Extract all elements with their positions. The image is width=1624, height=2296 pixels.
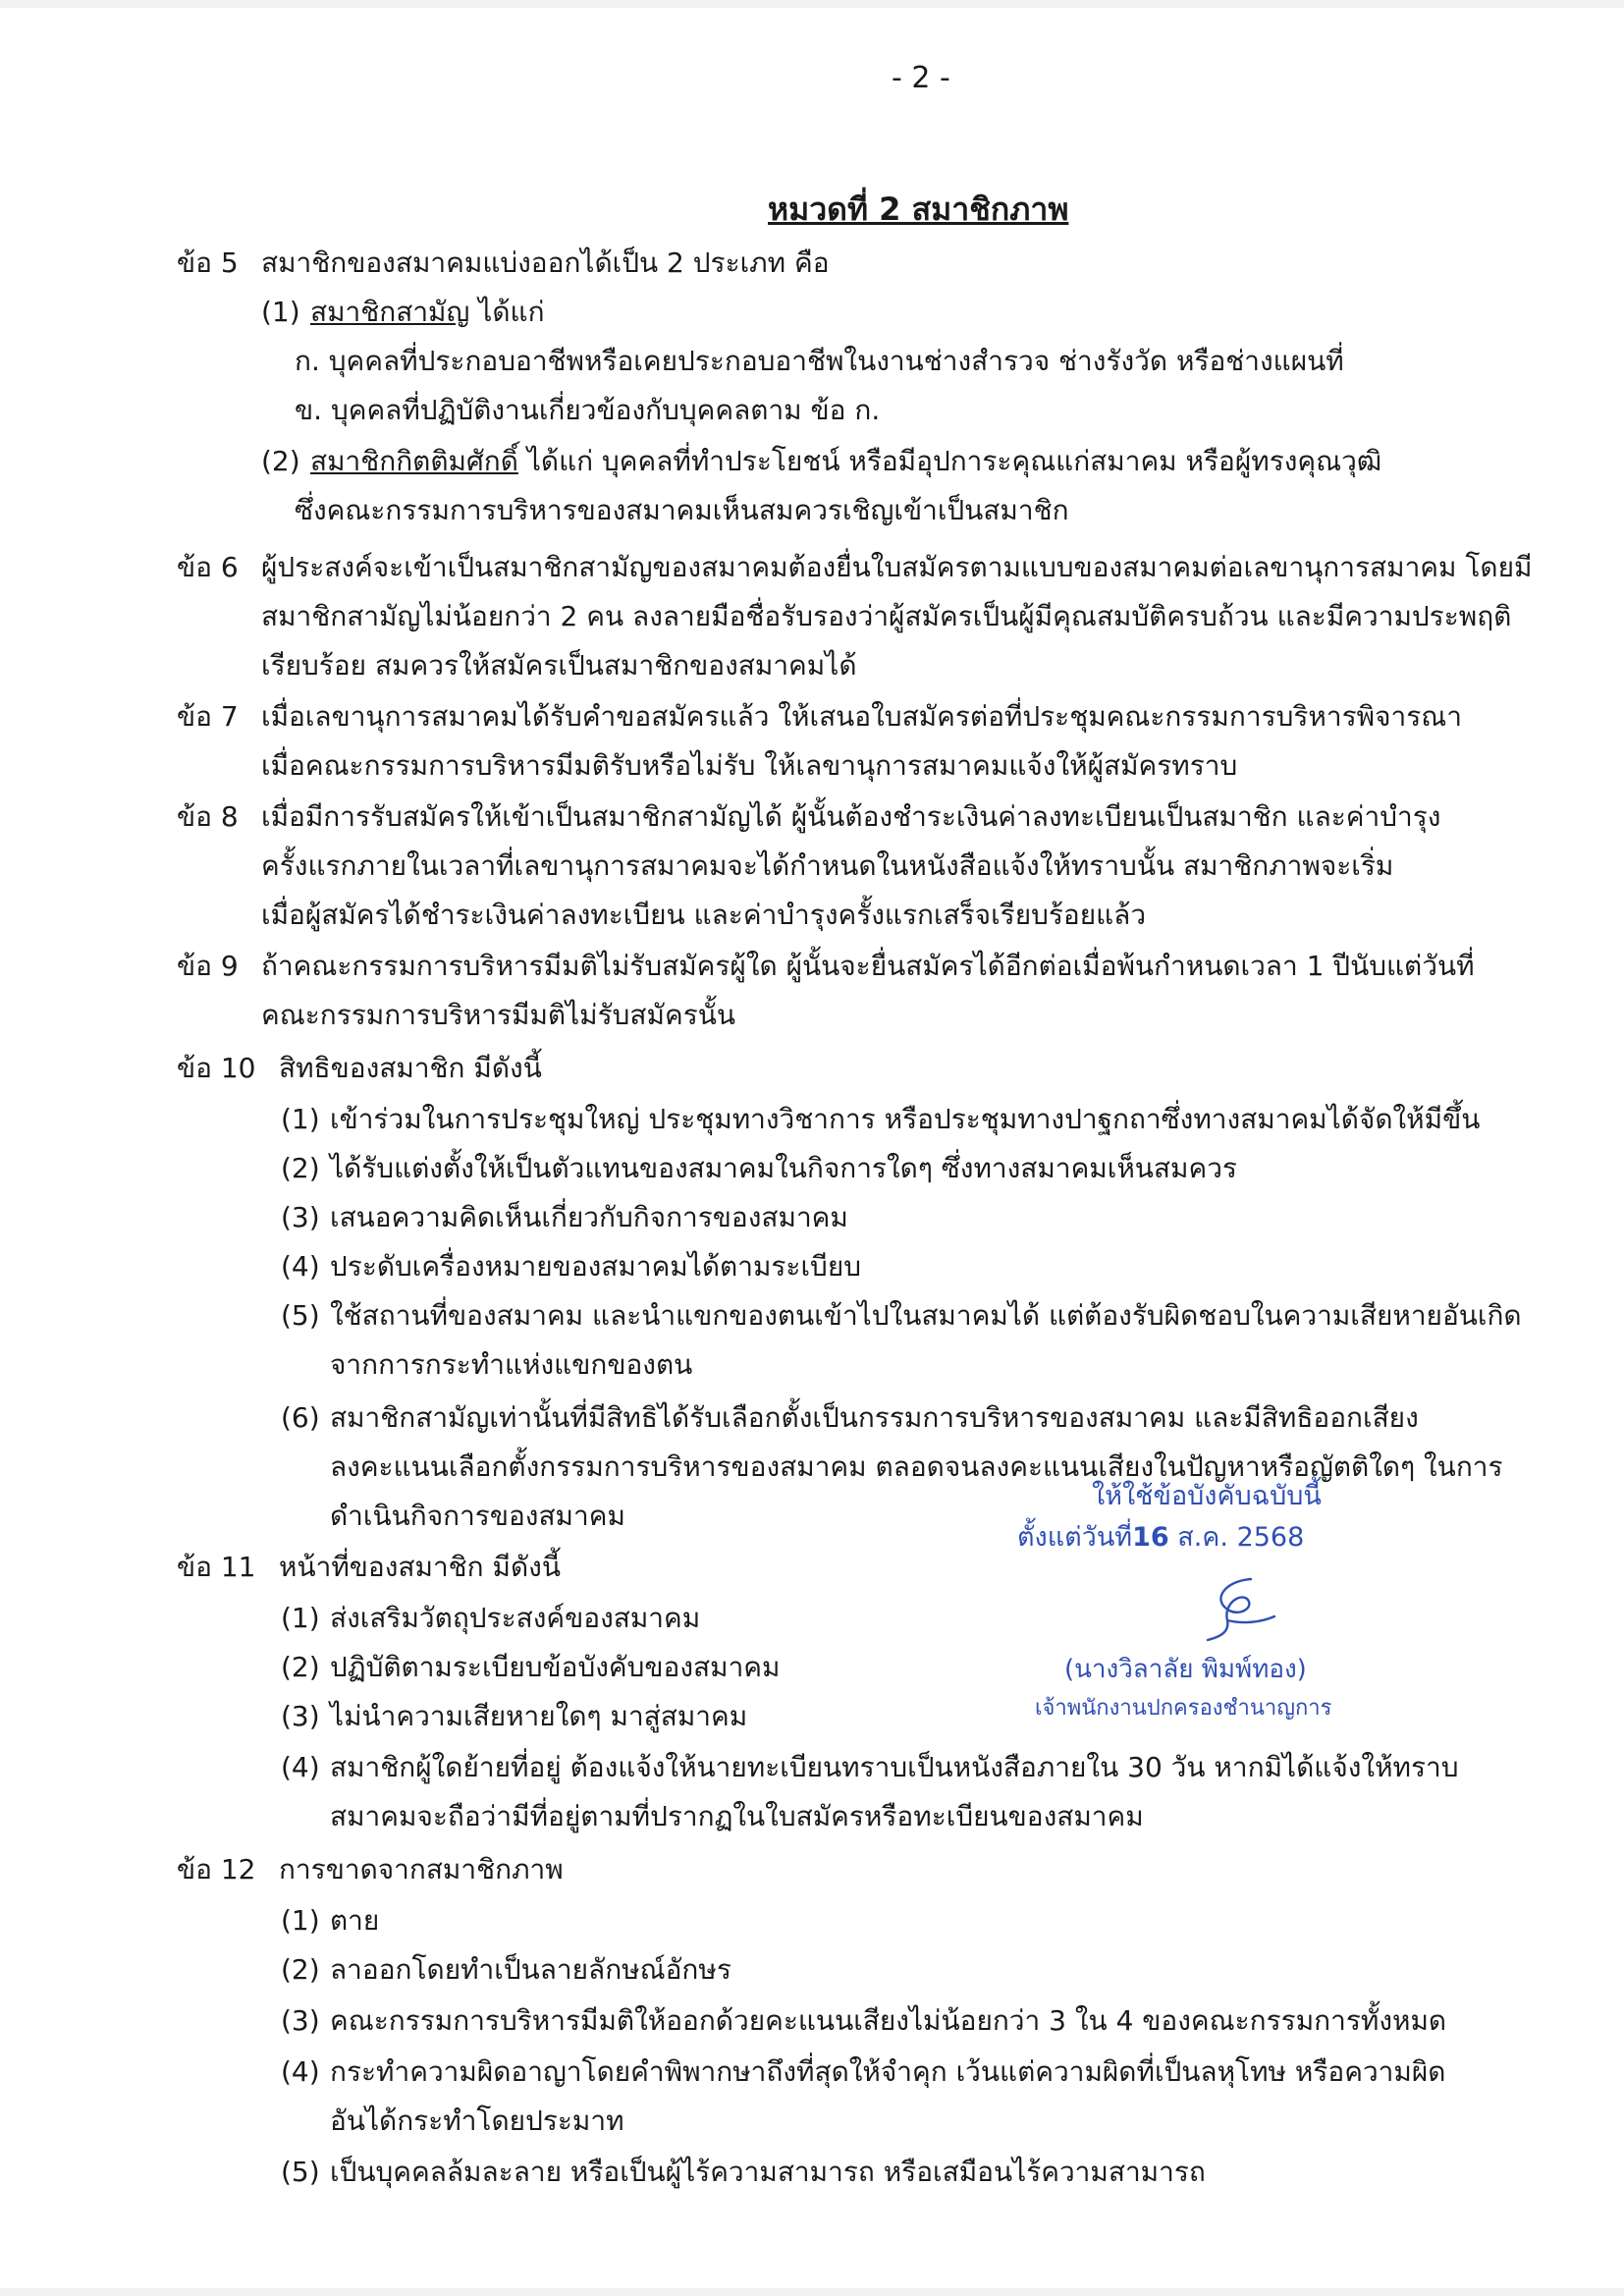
clause-11-text: หน้าที่ของสมาชิก มีดังนี้ <box>279 1551 561 1583</box>
clause-10-item-5-line-2: จากการกระทำแห่งแขกของตน <box>330 1348 693 1381</box>
clause-5-label: ข้อ 5 <box>177 246 239 279</box>
clause-5-item-1 <box>310 289 545 336</box>
clause-10-item-6-line-2: ลงคะแนนเลือกตั้งกรรมการบริหารของสมาคม ตลอดจนลงคะแนนเสียงในปัญหาหรือญัตติใดๆ ในการ <box>330 1450 1503 1483</box>
clause-11-item-4-line-1: สมาชิกผู้ใดย้ายที่อยู่ ต้องแจ้งให้นายทะเบียนทราบเป็นหนังสือภายใน 30 วัน หากมิได้แจ้งให้ทราบ <box>330 1751 1459 1783</box>
clause-10-item-1-number: (1) <box>281 1103 320 1135</box>
clause-12-label: ข้อ 12 <box>177 1853 256 1886</box>
clause-5-item-2-cont: ซึ่งคณะกรรมการบริหารของสมาคมเห็นสมควรเชิญเข้าเป็นสมาชิก <box>295 494 1069 526</box>
clause-11-item-3-number: (3) <box>281 1700 320 1732</box>
clause-12-text: การขาดจากสมาชิกภาพ <box>279 1853 564 1886</box>
clause-11-item-1-number: (1) <box>281 1602 320 1634</box>
clause-5-item-2-number: (2) <box>261 445 300 477</box>
signature-icon <box>1194 1571 1278 1644</box>
approval-stamp-name: (นางวิลาลัย พิมพ์ทอง) <box>1064 1655 1307 1684</box>
clause-12-item-3-number: (3) <box>281 2004 320 2037</box>
clause-12-item-1-number: (1) <box>281 1904 320 1937</box>
clause-6-label: ข้อ 6 <box>177 551 239 583</box>
clause-9-line-1: ถ้าคณะกรรมการบริหารมีมติไม่รับสมัครผู้ใด ผู้นั้นจะยื่นสมัครได้อีกต่อเมื่อพ้นกำหนดเวลา 1 ปีนับแต่วันที่ <box>261 950 1475 982</box>
approval-stamp-position: เจ้าพนักงานปกครองชำนาญการ <box>1035 1696 1332 1721</box>
clause-7-label: ข้อ 7 <box>177 700 239 733</box>
clause-5-item-2-title: สมาชิกกิตติมศักดิ์ <box>310 445 518 477</box>
clause-11-item-2: ปฏิบัติตามระเบียบข้อบังคับของสมาคม <box>330 1651 781 1683</box>
clause-8-line-1: เมื่อมีการรับสมัครให้เข้าเป็นสมาชิกสามัญได้ ผู้นั้นต้องชำระเงินค่าลงทะเบียนเป็นสมาชิก และค่าบำรุง <box>261 800 1441 833</box>
clause-5-item-2-rest: ได้แก่ บุคคลที่ทำประโยชน์ หรือมีอุปการะคุณแก่สมาคม หรือผู้ทรงคุณวุฒิ <box>517 445 1382 477</box>
approval-stamp-line-1: ให้ใช้ข้อบังคับฉบับนี้ <box>1092 1481 1322 1511</box>
clause-9-label: ข้อ 9 <box>177 950 239 982</box>
clause-10-item-3: เสนอความคิดเห็นเกี่ยวกับกิจการของสมาคม <box>330 1201 848 1233</box>
clause-7-line-1: เมื่อเลขานุการสมาคมได้รับคำขอสมัครแล้ว ให้เสนอใบสมัครต่อที่ประชุมคณะกรรมการบริหารพิจารณา <box>261 700 1462 733</box>
clause-10-item-6-line-1: สมาชิกสามัญเท่านั้นที่มีสิทธิได้รับเลือกตั้งเป็นกรรมการบริหารของสมาคม และมีสิทธิออกเสียง <box>330 1401 1419 1434</box>
scan-edge-bottom <box>0 2288 1624 2296</box>
clause-10-item-6-number: (6) <box>281 1401 320 1434</box>
clause-12-item-4-line-1: กระทำความผิดอาญาโดยคำพิพากษาถึงที่สุดให้จำคุก เว้นแต่ความผิดที่เป็นลหุโทษ หรือความผิด <box>330 2055 1446 2088</box>
clause-5-item-1-a: ก. บุคคลที่ประกอบอาชีพหรือเคยประกอบอาชีพในงานช่างสำรวจ ช่างรังวัด หรือช่างแผนที่ <box>295 345 1344 377</box>
clause-10-item-6-line-3: ดำเนินกิจการของสมาคม <box>330 1500 625 1532</box>
clause-5-text: สมาชิกของสมาคมแบ่งออกได้เป็น 2 ประเภท คือ <box>261 246 830 279</box>
clause-8-line-3: เมื่อผู้สมัครได้ชำระเงินค่าลงทะเบียน และค่าบำรุงครั้งแรกเสร็จเรียบร้อยแล้ว <box>261 899 1147 931</box>
clause-8-line-2: ครั้งแรกภายในเวลาที่เลขานุการสมาคมจะได้กำหนดในหนังสือแจ้งให้ทราบนั้น สมาชิกภาพจะเริ่ม <box>261 849 1394 882</box>
clause-7-line-2: เมื่อคณะกรรมการบริหารมีมติรับหรือไม่รับ ให้เลขานุการสมาคมแจ้งให้ผู้สมัครทราบ <box>261 749 1238 782</box>
clause-5-item-1-title: สมาชิกสามัญ <box>310 296 470 328</box>
clause-12-item-5-number: (5) <box>281 2156 320 2188</box>
approval-stamp-date-prefix: ตั้งแต่วันที่ <box>1017 1522 1133 1553</box>
clause-6-line-1: ผู้ประสงค์จะเข้าเป็นสมาชิกสามัญของสมาคมต้องยื่นใบสมัครตามแบบของสมาคมต่อเลขานุการสมาคม โดยมี <box>261 551 1533 583</box>
clause-10-label: ข้อ 10 <box>177 1052 256 1084</box>
clause-10-item-2-number: (2) <box>281 1152 320 1184</box>
clause-5-item-2 <box>310 438 1381 485</box>
approval-stamp-month: ส.ค. <box>1177 1522 1228 1553</box>
clause-11-label: ข้อ 11 <box>177 1551 256 1583</box>
clause-12-item-2: ลาออกโดยทำเป็นลายลักษณ์อักษร <box>330 1953 731 1986</box>
approval-stamp-date-line <box>1017 1518 1304 1558</box>
clause-10-item-4-number: (4) <box>281 1250 320 1283</box>
page-number: - 2 - <box>892 61 950 95</box>
clause-12-item-2-number: (2) <box>281 1953 320 1986</box>
clause-11-item-2-number: (2) <box>281 1651 320 1683</box>
clause-10-item-3-number: (3) <box>281 1201 320 1233</box>
clause-10-item-1: เข้าร่วมในการประชุมใหญ่ ประชุมทางวิชาการ หรือประชุมทางปาฐกถาซึ่งทางสมาคมได้จัดให้มีขึ้น <box>330 1103 1481 1135</box>
clause-11-item-4-line-2: สมาคมจะถือว่ามีที่อยู่ตามที่ปรากฏในใบสมัครหรือทะเบียนของสมาคม <box>330 1800 1144 1832</box>
section-heading: หมวดที่ 2 สมาชิกภาพ <box>768 191 1069 228</box>
clause-12-item-4-line-2: อันได้กระทำโดยประมาท <box>330 2105 624 2137</box>
clause-11-item-4-number: (4) <box>281 1751 320 1783</box>
clause-11-item-1: ส่งเสริมวัตถุประสงค์ของสมาคม <box>330 1602 701 1634</box>
clause-10-item-5-number: (5) <box>281 1299 320 1332</box>
clause-5-item-1-number: (1) <box>261 296 300 328</box>
scan-edge-top <box>0 0 1624 8</box>
clause-5-item-1-rest: ได้แก่ <box>469 296 545 328</box>
clause-12-item-5: เป็นบุคคลล้มละลาย หรือเป็นผู้ไร้ความสามารถ หรือเสมือนไร้ความสามารถ <box>330 2156 1206 2188</box>
clause-11-item-3: ไม่นำความเสียหายใดๆ มาสู่สมาคม <box>330 1700 748 1732</box>
clause-8-label: ข้อ 8 <box>177 800 239 833</box>
clause-6-line-2: สมาชิกสามัญไม่น้อยกว่า 2 คน ลงลายมือชื่อรับรองว่าผู้สมัครเป็นผู้มีคุณสมบัติครบถ้วน และมีความประพฤติ <box>261 600 1512 632</box>
clause-5-item-1-b: ข. บุคคลที่ปฏิบัติงานเกี่ยวข้องกับบุคคลตาม ข้อ ก. <box>295 394 881 426</box>
approval-stamp-year: 2568 <box>1236 1522 1305 1553</box>
approval-stamp-day: 16 <box>1132 1522 1169 1553</box>
clause-12-item-4-number: (4) <box>281 2055 320 2088</box>
clause-10-text: สิทธิของสมาชิก มีดังนี้ <box>279 1052 542 1084</box>
clause-10-item-2: ได้รับแต่งตั้งให้เป็นตัวแทนของสมาคมในกิจการใดๆ ซึ่งทางสมาคมเห็นสมควร <box>330 1152 1237 1184</box>
clause-10-item-5-line-1: ใช้สถานที่ของสมาคม และนำแขกของตนเข้าไปในสมาคมได้ แต่ต้องรับผิดชอบในความเสียหายอันเกิด <box>330 1299 1522 1332</box>
clause-10-item-4: ประดับเครื่องหมายของสมาคมได้ตามระเบียบ <box>330 1250 861 1283</box>
clause-12-item-1: ตาย <box>330 1904 380 1937</box>
clause-9-line-2: คณะกรรมการบริหารมีมติไม่รับสมัครนั้น <box>261 999 736 1031</box>
clause-6-line-3: เรียบร้อย สมควรให้สมัครเป็นสมาชิกของสมาคมได้ <box>261 649 857 682</box>
clause-12-item-3: คณะกรรมการบริหารมีมติให้ออกด้วยคะแนนเสียงไม่น้อยกว่า 3 ใน 4 ของคณะกรรมการทั้งหมด <box>330 2004 1447 2037</box>
